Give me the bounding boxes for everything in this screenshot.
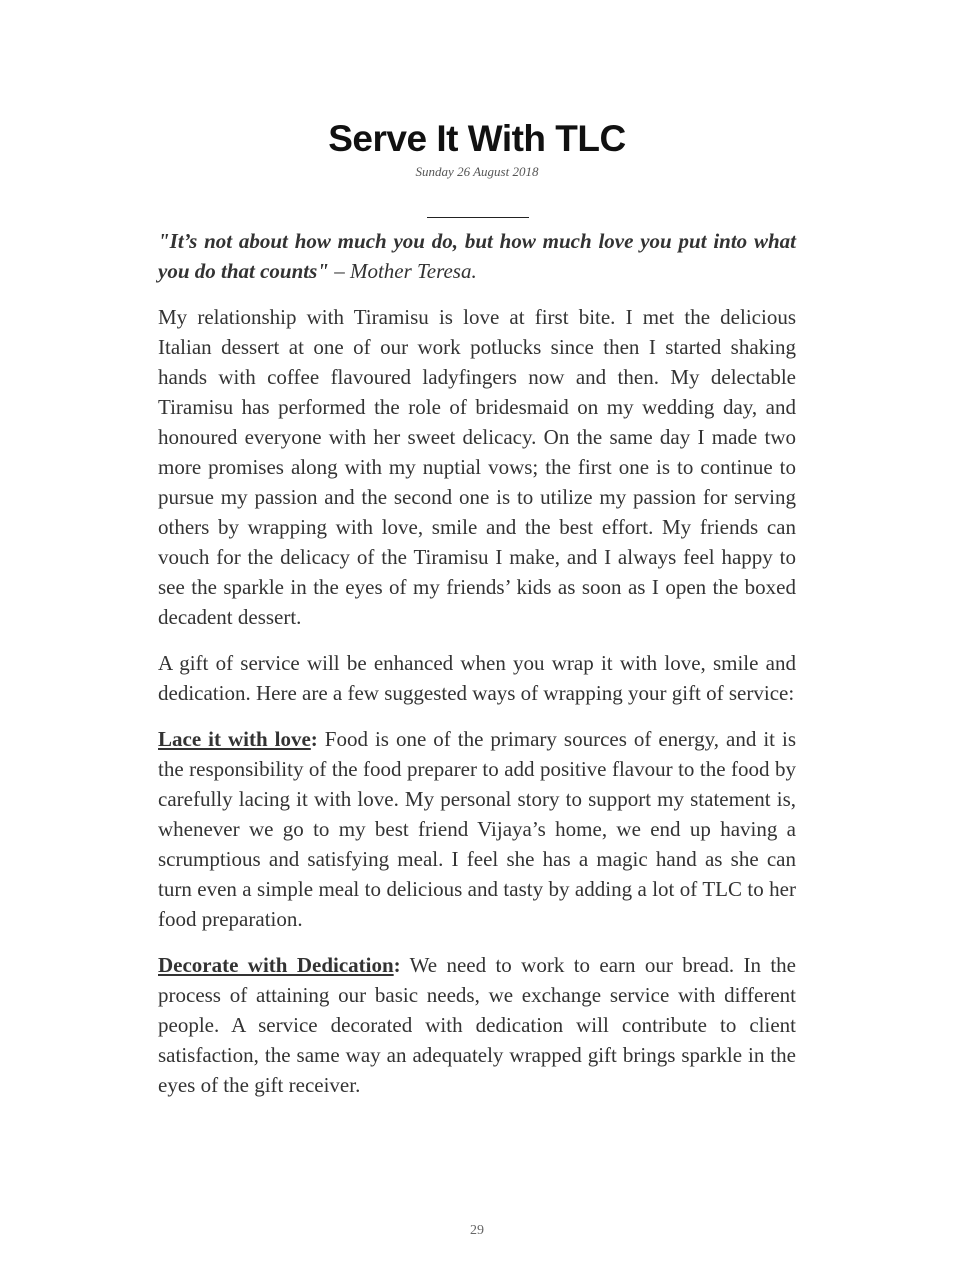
paragraph-tiramisu: My relationship with Tiramisu is love at first bite. I met the delicious Italian dessert at one of our work potlucks since then I started shaking hands with coffee flavoured ladyfingers now and then. My delectable Tiramisu has performed the role of bridesmaid on my wedding day, and honoured everyone with her sweet delicacy. On the same day I made two more promises along with my nuptial vows; the first one is to continue to pursue my passion and the second one is to utilize my passion for serving others by wrapping with love, smile and the best effort. My friends can vouch for the delicacy of the Tiramisu I make, and I always feel happy to see the sparkle in the eyes of my friends’ kids as soon as I open the boxed decadent dessert. (158, 305, 796, 629)
article-body (158, 226, 796, 1116)
title-divider (427, 217, 529, 218)
paragraph-gift-of-service: A gift of service will be enhanced when you wrap it with love, smile and dedication. Here are a few suggested ways of wrapping your gift of service: (158, 651, 796, 705)
post-date: Sunday 26 August 2018 (415, 164, 539, 179)
opening-quote (158, 226, 796, 286)
section-heading-lace: Lace it with love (158, 727, 311, 751)
section-heading-decorate: Decorate with Dedication (158, 953, 394, 977)
section-body-lace: Food is one of the primary sources of energy, and it is the responsibility of the food preparer to add positive flavour to the food by carefully lacing it with love. My personal story to support my statement is, whenever we go to my best friend Vijaya’s home, we end up having a scrumptious and satisfying meal. I feel she has a magic hand as she can turn even a simple meal to delicious and tasty by adding a lot of TLC to her food preparation. (158, 727, 796, 931)
page-title: Serve It With TLC (328, 118, 626, 159)
quote-text: "It’s not about how much you do, but how much love you put into what you do that counts" (158, 229, 796, 283)
section-decorate-with-dedication: Decorate with Dedication: We need to work to earn our bread. In the process of attaining our basic needs, we exchange service with different people. A service decorated with dedication will contribute to client satisfaction, the same way an adequately wrapped gift brings sparkle in the eyes of the gift receiver. (158, 953, 796, 1097)
quote-attribution: – Mother Teresa. (328, 259, 477, 283)
section-body-decorate: We need to work to earn our bread. In the process of attaining our basic needs, we exchange service with different people. A service decorated with dedication will contribute to client satisfaction, the same way an adequately wrapped gift brings sparkle in the eyes of the gift receiver. (158, 953, 796, 1097)
page-number: 29 (470, 1223, 484, 1238)
section-lace-with-love: Lace it with love: Food is one of the primary sources of energy, and it is the responsibility of the food preparer to add positive flavour to the food by carefully lacing it with love. My personal story to support my statement is, whenever we go to my best friend Vijaya’s home, we end up having a scrumptious and satisfying meal. I feel she has a magic hand as she can turn even a simple meal to delicious and tasty by adding a lot of TLC to her food preparation. (158, 727, 796, 931)
